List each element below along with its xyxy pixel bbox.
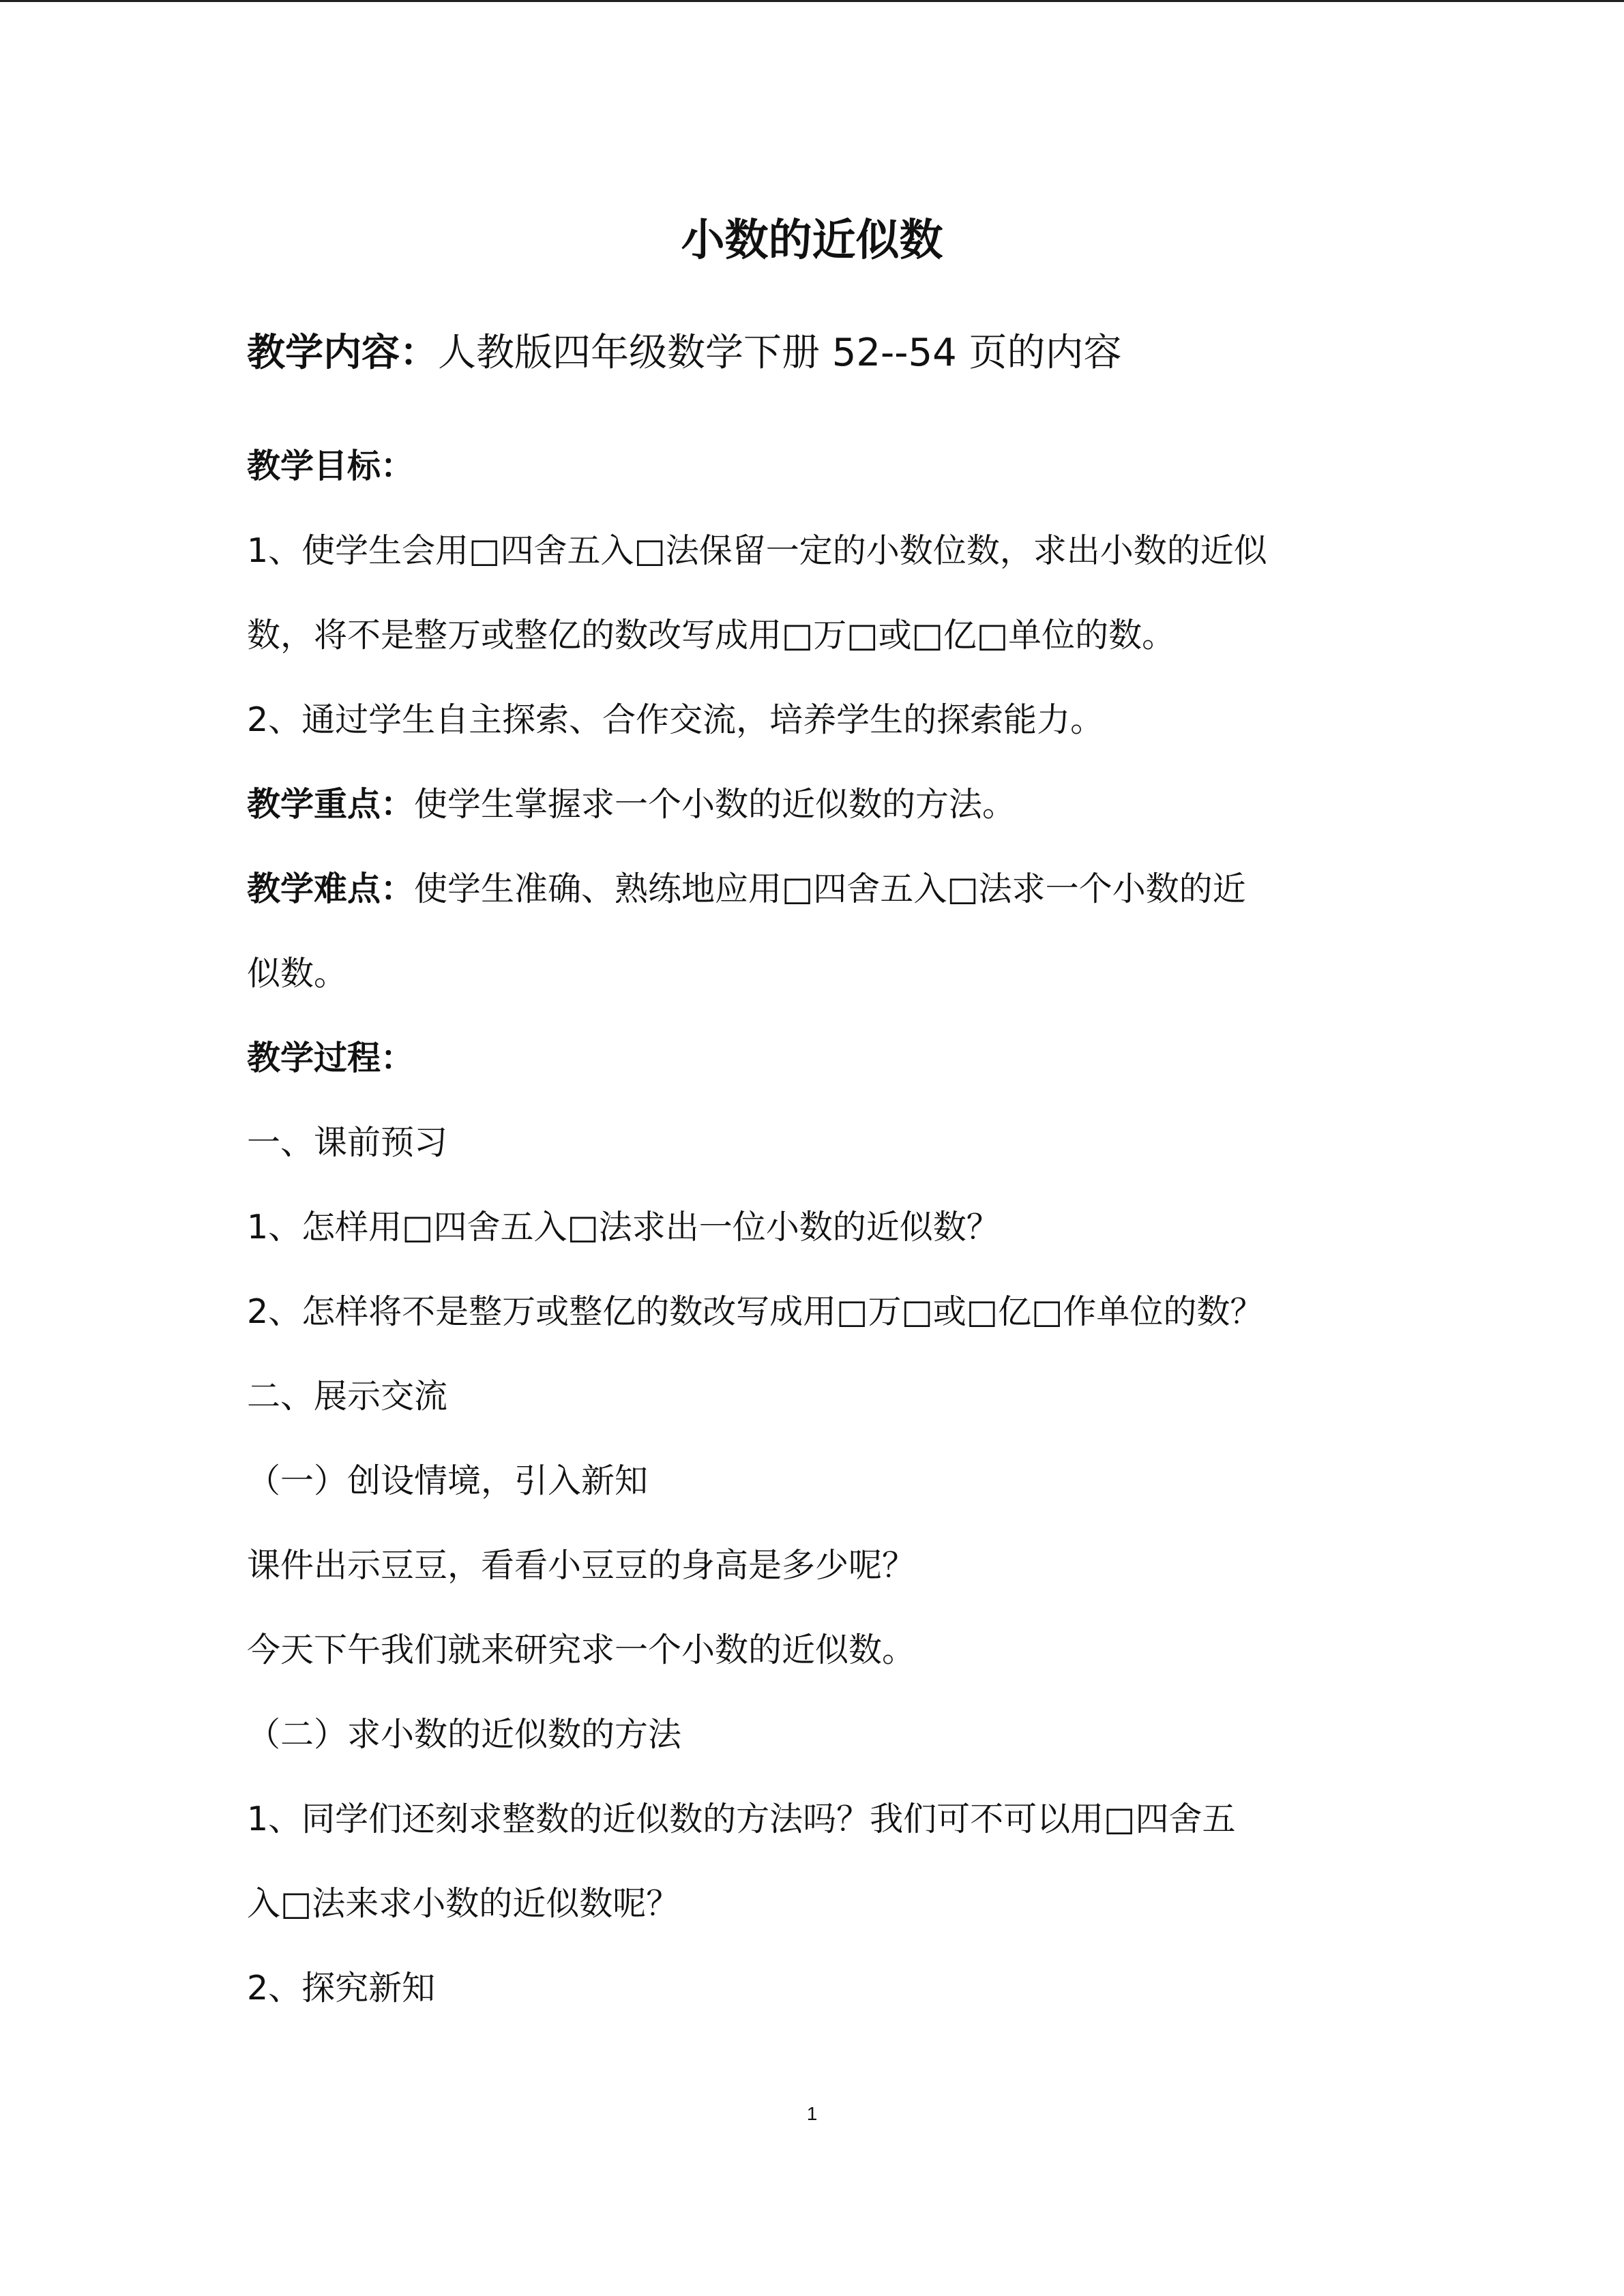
subsection-1-heading: （一）创设情境，引入新知	[247, 1461, 649, 1500]
key-point-line	[247, 781, 1016, 829]
difficulty-line-2: 似数。	[247, 954, 348, 993]
subsection-2-item-1-line-2: 入□法来求小数的近似数呢？	[247, 1884, 680, 1923]
process-label: 教学过程：	[247, 1039, 415, 1077]
section-2-heading: 二、展示交流	[247, 1377, 448, 1416]
page-title: 小数的近似数	[681, 215, 943, 266]
objective-2: 2、通过学生自主探索、合作交流，培养学生的探索能力。	[247, 700, 1104, 739]
difficulty-label: 教学难点：	[247, 869, 415, 908]
objective-1-line-2: 数，将不是整万或整亿的数改写成用□万□或□亿□单位的数。	[247, 616, 1176, 655]
subsection-2-item-2: 2、探究新知	[247, 1969, 436, 2008]
section-1-item-2: 2、怎样将不是整万或整亿的数改写成用□万□或□亿□作单位的数？	[247, 1292, 1264, 1331]
page-number: 1	[806, 2103, 818, 2124]
objective-1-line-1: 1、使学生会用□四舍五入□法保留一定的小数位数，求出小数的近似	[247, 531, 1267, 570]
key-point-label: 教学重点：	[247, 785, 415, 824]
teaching-content-label: 教学内容：	[247, 331, 438, 375]
key-point-text: 使学生掌握求一个小数的近似数的方法。	[414, 785, 1016, 824]
process-heading	[247, 1034, 414, 1082]
difficulty-text: 使学生准确、熟练地应用□四舍五入□法求一个小数的近	[414, 869, 1246, 908]
objectives-label: 教学目标：	[247, 447, 415, 486]
subsection-2-heading: （二）求小数的近似数的方法	[247, 1715, 682, 1754]
section-1-heading: 一、课前预习	[247, 1123, 448, 1162]
difficulty-line-1	[247, 865, 1246, 913]
subsection-1-line-2: 今天下午我们就来研究求一个小数的近似数。	[247, 1630, 916, 1669]
objectives-heading	[247, 443, 414, 490]
subsection-1-line-1: 课件出示豆豆，看看小豆豆的身高是多少呢？	[247, 1546, 916, 1585]
teaching-content-text: 人教版四年级数学下册 52--54 页的内容	[438, 331, 1122, 375]
teaching-content-line	[247, 329, 1122, 377]
section-1-item-1: 1、怎样用□四舍五入□法求出一位小数的近似数？	[247, 1208, 1000, 1247]
subsection-2-item-1-line-1: 1、同学们还刻求整数的近似数的方法吗？我们可不可以用□四舍五	[247, 1800, 1236, 1838]
page-top-border	[0, 0, 1624, 2]
